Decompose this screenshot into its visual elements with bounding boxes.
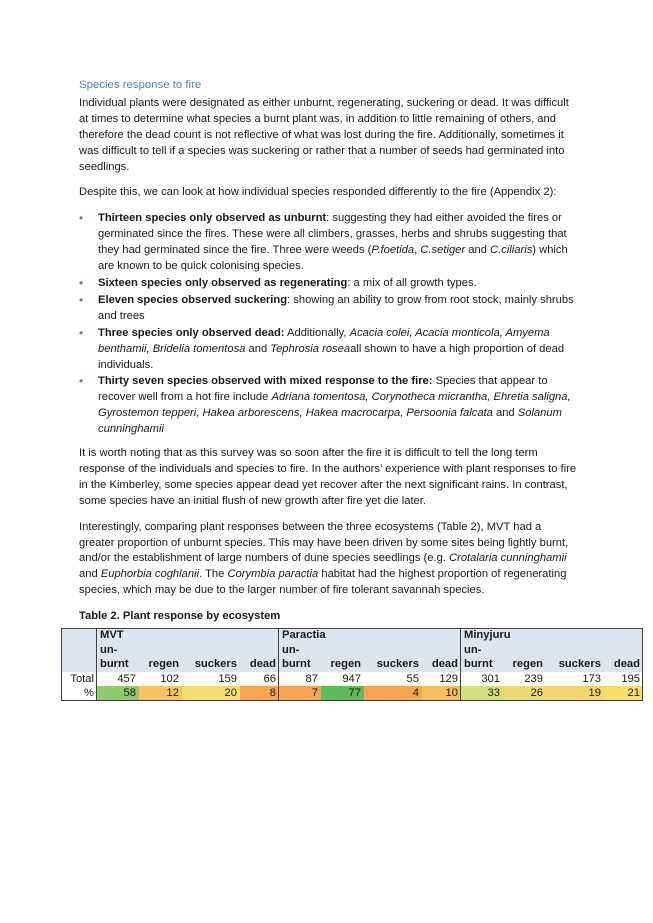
- percent-cell: 20: [182, 686, 240, 701]
- bullet-icon: •: [79, 374, 84, 389]
- column-header: dead: [422, 657, 461, 672]
- table-header-blank: [604, 643, 643, 658]
- table-divider: [96, 628, 97, 701]
- section-heading: Species response to fire: [79, 79, 202, 91]
- percent-cell: 12: [139, 686, 182, 701]
- total-cell: 173: [582, 672, 601, 685]
- percent-cell: 26: [503, 686, 546, 701]
- column-header: regen: [139, 657, 182, 672]
- paragraph-1: Individual plants were designated as either unburnt, regenerating, suckering or dead. It was difficult at times to determine what species a burnt plant was, in addition to little remaining of others, and therefore the dead count is not reflective of what was lost during the fire. Additionally, sometimes it was difficult to tell if a species was suckering or rather that a number of seeds had germinated into seedlings.: [79, 96, 569, 173]
- ecosystem-header: MVT: [97, 628, 279, 643]
- table-header-blank: [546, 643, 604, 658]
- total-cell: 301: [481, 672, 500, 685]
- table-header-blank: [422, 643, 461, 658]
- total-cell: 239: [524, 672, 543, 685]
- paragraph-2: Despite this, we can look at how individual species responded differently to the fire (Appendix 2):: [79, 186, 557, 199]
- table-header-blank: [240, 643, 279, 658]
- document-page: [79, 78, 579, 633]
- row-label-percent: %: [84, 687, 94, 699]
- table-header-blank: [321, 643, 364, 658]
- percent-cell: 8: [240, 686, 279, 701]
- total-cell: 947: [342, 672, 361, 685]
- ecosystem-header: Paractia: [279, 628, 461, 643]
- total-cell: 129: [439, 672, 458, 685]
- column-header: regen: [503, 657, 546, 672]
- bullet-icon: •: [79, 211, 84, 226]
- total-cell: 102: [160, 672, 179, 685]
- column-header: suckers: [182, 657, 240, 672]
- ecosystem-header: Minyjuru: [461, 628, 643, 643]
- total-cell: 195: [621, 672, 640, 685]
- list-item: • Sixteen species only observed as regenerating: a mix of all growth types.: [79, 275, 477, 290]
- column-header: dead: [240, 657, 279, 672]
- table-divider: [278, 628, 279, 701]
- total-cell: 55: [406, 672, 419, 685]
- table-header-blank: [364, 643, 422, 658]
- bullet-icon: •: [79, 275, 84, 290]
- table-header-blank: [139, 643, 182, 658]
- percent-cell: 21: [604, 686, 643, 701]
- bullet-icon: •: [79, 292, 84, 307]
- total-cell: 66: [263, 672, 276, 685]
- percent-cell: 58: [97, 686, 139, 701]
- table-corner-cell: [61, 628, 97, 643]
- total-cell: 457: [117, 672, 136, 685]
- percent-cell: 77: [321, 686, 364, 701]
- percent-cell: 10: [422, 686, 461, 701]
- column-header-prefix: un-: [461, 643, 503, 658]
- list-item: • Thirteen species only observed as unburnt: suggesting they had either avoided the fires or germinated since the fires. These were all climbers, grasses, herbs and shrubs suggesting that they had germinated since the fire. Three were weeds (P.foetida, C.setiger and C.ciliaris) which are known to be quick colonising species.: [79, 211, 568, 273]
- column-header: burnt: [97, 657, 139, 672]
- column-header: burnt: [461, 657, 503, 672]
- species-response-list: [79, 211, 579, 438]
- paragraph-3: It is worth noting that as this survey was so soon after the fire it is difficult to tell the long term response of the individuals and species to fire. In the authors’ experience with plant responses to fire in the Kimberley, some species appear dead yet recover after the next significant rains. In contrast, some species have an initial flush of new growth after fire yet die later.: [79, 447, 577, 507]
- column-header: suckers: [364, 657, 422, 672]
- list-item: • Three species only observed dead: Additionally, Acacia colei, Acacia monticola, Amyema benthamii, Bridelia tomentosa and Tephrosia roseaall shown to have a high proportion of dead individuals.: [79, 325, 565, 371]
- list-item: • Thirty seven species observed with mixed response to the fire: Species that appear to recover well from a hot fire include Adriana tomentosa, Corynotheca micrantha, Ehretia saligna, Gyrostemon tepperi, Hakea arborescens, Hakea macrocarpa, Persoonia falcata and Solanum cunninghamii: [79, 374, 571, 436]
- percent-cell: 33: [461, 686, 503, 701]
- table-corner-cell: [61, 643, 97, 658]
- column-header-prefix: un-: [279, 643, 321, 658]
- table-header-blank: [503, 643, 546, 658]
- column-header: burnt: [279, 657, 321, 672]
- plant-response-table: [61, 628, 643, 701]
- list-item: • Eleven species observed suckering: showing an ability to grow from root stock, mainly shrubs and trees: [79, 292, 574, 322]
- total-cell: 87: [305, 672, 318, 685]
- paragraph-4: Interestingly, comparing plant responses between the three ecosystems (Table 2), MVT had a greater proportion of unburnt species. This may have been driven by some sites being lightly burnt, and/or the establishment of large numbers of dune species seedlings (e.g. Crotalaria cunninghamii and Euphorbia coghlanii. The Corymbia paractia habitat had the highest proportion of regenerating species, which may be due to the larger number of fire tolerant savannah species.: [79, 520, 569, 597]
- table-corner-cell: [61, 657, 97, 672]
- column-header: regen: [321, 657, 364, 672]
- percent-cell: 7: [279, 686, 321, 701]
- percent-cell: 4: [364, 686, 422, 701]
- column-header: suckers: [546, 657, 604, 672]
- table-divider: [460, 628, 461, 701]
- percent-cell: 19: [546, 686, 604, 701]
- column-header-prefix: un-: [97, 643, 139, 658]
- column-header: dead: [604, 657, 643, 672]
- row-label-total: Total: [70, 672, 94, 685]
- bullet-icon: •: [79, 325, 84, 340]
- table-header-blank: [182, 643, 240, 658]
- total-cell: 159: [218, 672, 237, 685]
- table-title: Table 2. Plant response by ecosystem: [79, 610, 281, 623]
